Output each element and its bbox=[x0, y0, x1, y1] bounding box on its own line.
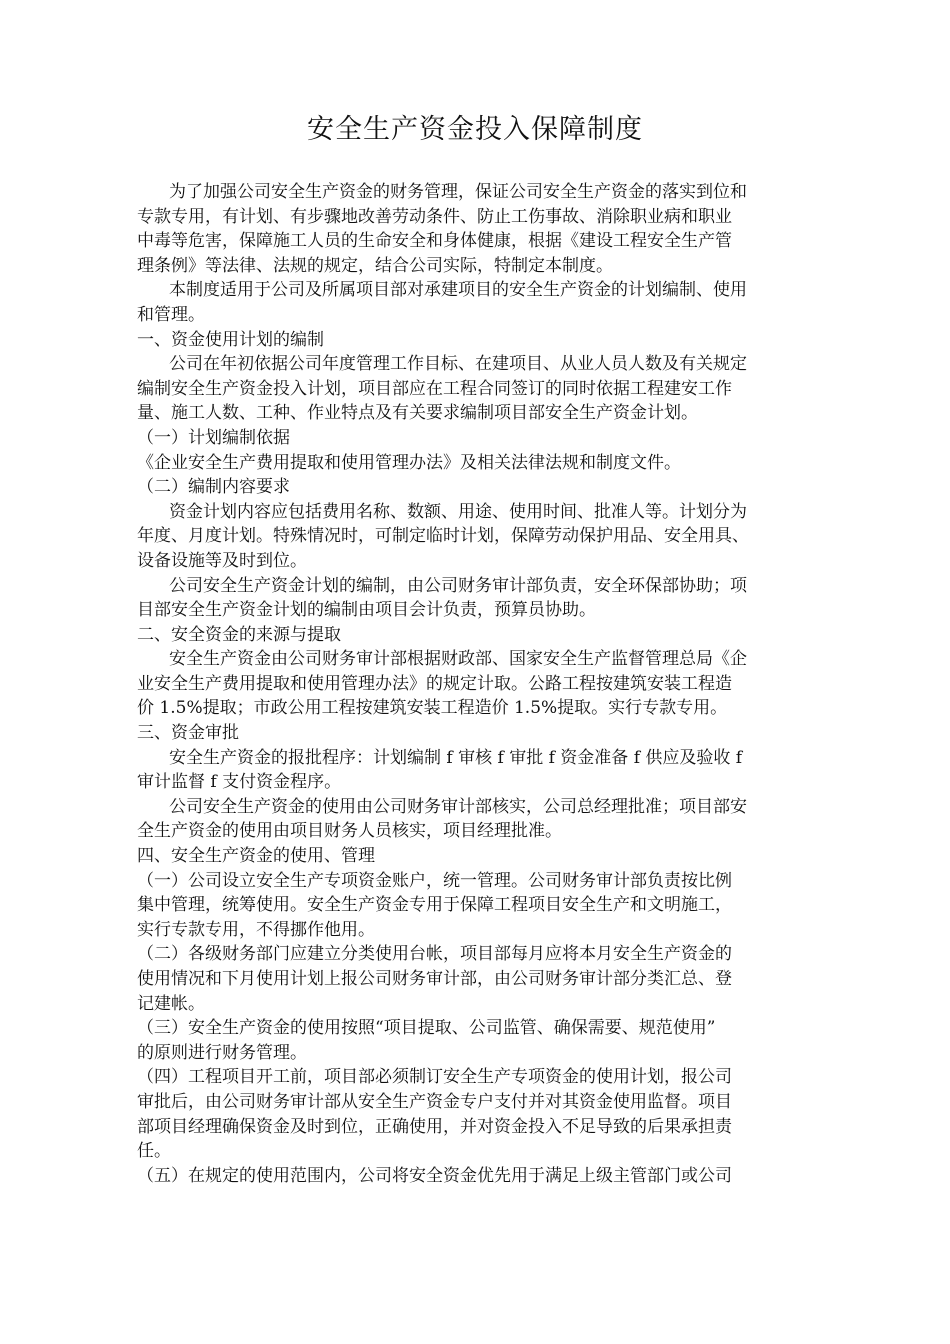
text-line: （二）编制内容要求 bbox=[137, 477, 290, 498]
text-line: 一、资金使用计划的编制 bbox=[137, 329, 324, 350]
text-line: 业安全生产费用提取和使用管理办法》的规定计取。公路工程按建筑安装工程造 bbox=[137, 673, 732, 694]
text-line: 四、安全生产资金的使用、管理 bbox=[137, 846, 375, 867]
text-line: 部项目经理确保资金及时到位，正确使用，并对资金投入不足导致的后果承担责 bbox=[137, 1116, 732, 1137]
text-line: 专款专用，有计划、有步骤地改善劳动条件、防止工伤事故、消除职业病和职业 bbox=[137, 206, 732, 227]
text-line: 三、资金审批 bbox=[137, 723, 239, 744]
text-line: 价 1.5%提取；市政公用工程按建筑安装工程造价 1.5%提取。实行专款专用。 bbox=[137, 698, 728, 719]
text-line: （三）安全生产资金的使用按照“项目提取、公司监管、确保需要、规范使用” bbox=[137, 1018, 716, 1039]
text-line: 设备设施等及时到位。 bbox=[137, 550, 307, 571]
text-line: 二、安全资金的来源与提取 bbox=[137, 624, 341, 645]
text-line: 《企业安全生产费用提取和使用管理办法》及相关法律法规和制度文件。 bbox=[137, 452, 681, 473]
text-line: 编制安全生产资金投入计划，项目部应在工程合同签订的同时依据工程建安工作 bbox=[137, 378, 732, 399]
text-line: 为了加强公司安全生产资金的财务管理，保证公司安全生产资金的落实到位和 bbox=[169, 182, 747, 202]
document-title: 安全生产资金投入保障制度 bbox=[307, 114, 643, 145]
text-line: （一）公司设立安全生产专项资金账户，统一管理。公司财务审计部负责按比例 bbox=[137, 870, 732, 891]
text-line: 理条例》等法律、法规的规定，结合公司实际，特制定本制度。 bbox=[137, 255, 613, 276]
text-line: （一）计划编制依据 bbox=[137, 427, 290, 448]
text-line: 目部安全生产资金计划的编制由项目会计负责，预算员协助。 bbox=[137, 600, 596, 621]
text-line: 审批后，由公司财务审计部从安全生产资金专户支付并对其资金使用监督。项目 bbox=[137, 1091, 732, 1112]
text-line: 公司安全生产资金计划的编制，由公司财务审计部负责，安全环保部协助；项 bbox=[169, 575, 747, 596]
text-line: 使用情况和下月使用计划上报公司财务审计部，由公司财务审计部分类汇总、登 bbox=[137, 969, 732, 989]
text-line: 记建帐。 bbox=[137, 993, 205, 1014]
text-line: 年度、月度计划。特殊情况时，可制定临时计划，保障劳动保护用品、安全用具、 bbox=[137, 526, 749, 547]
text-line: 实行专款专用，不得挪作他用。 bbox=[137, 919, 375, 940]
text-line: 本制度适用于公司及所属项目部对承建项目的安全生产资金的计划编制、使用 bbox=[169, 280, 747, 301]
text-line: （四）工程项目开工前，项目部必须制订安全生产专项资金的使用计划，报公司 bbox=[137, 1067, 732, 1088]
text-line: 中毒等危害，保障施工人员的生命安全和身体健康，根据《建设工程安全生产管 bbox=[137, 231, 732, 252]
text-line: 集中管理，统筹使用。安全生产资金专用于保障工程项目安全生产和文明施工， bbox=[137, 895, 732, 916]
text-line: 量、施工人数、工种、作业特点及有关要求编制项目部安全生产资金计划。 bbox=[137, 403, 698, 424]
text-line: （二）各级财务部门应建立分类使用台帐，项目部每月应将本月安全生产资金的 bbox=[137, 944, 732, 965]
document-body bbox=[137, 180, 837, 1188]
text-line: 全生产资金的使用由项目财务人员核实，项目经理批准。 bbox=[137, 821, 562, 842]
text-line: 和管理。 bbox=[137, 304, 205, 325]
text-line: 公司在年初依据公司年度管理工作目标、在建项目、从业人员人数及有关规定 bbox=[169, 354, 747, 375]
text-line: 安全生产资金由公司财务审计部根据财政部、国家安全生产监督管理总局《企 bbox=[169, 649, 747, 670]
text-line: 的原则进行财务管理。 bbox=[137, 1042, 307, 1063]
text-line: 资金计划内容应包括费用名称、数额、用途、使用时间、批准人等。计划分为 bbox=[169, 501, 747, 522]
text-line: （五）在规定的使用范围内，公司将安全资金优先用于满足上级主管部门或公司 bbox=[137, 1165, 732, 1186]
text-line: 审计监督 f 支付资金程序。 bbox=[137, 772, 342, 793]
text-line: 公司安全生产资金的使用由公司财务审计部核实，公司总经理批准；项目部安 bbox=[169, 796, 747, 817]
text-line: 安全生产资金的报批程序：计划编制 f 审核 f 审批 f 资金准备 f 供应及验收 f bbox=[169, 747, 743, 768]
text-line: 任。 bbox=[137, 1141, 171, 1162]
